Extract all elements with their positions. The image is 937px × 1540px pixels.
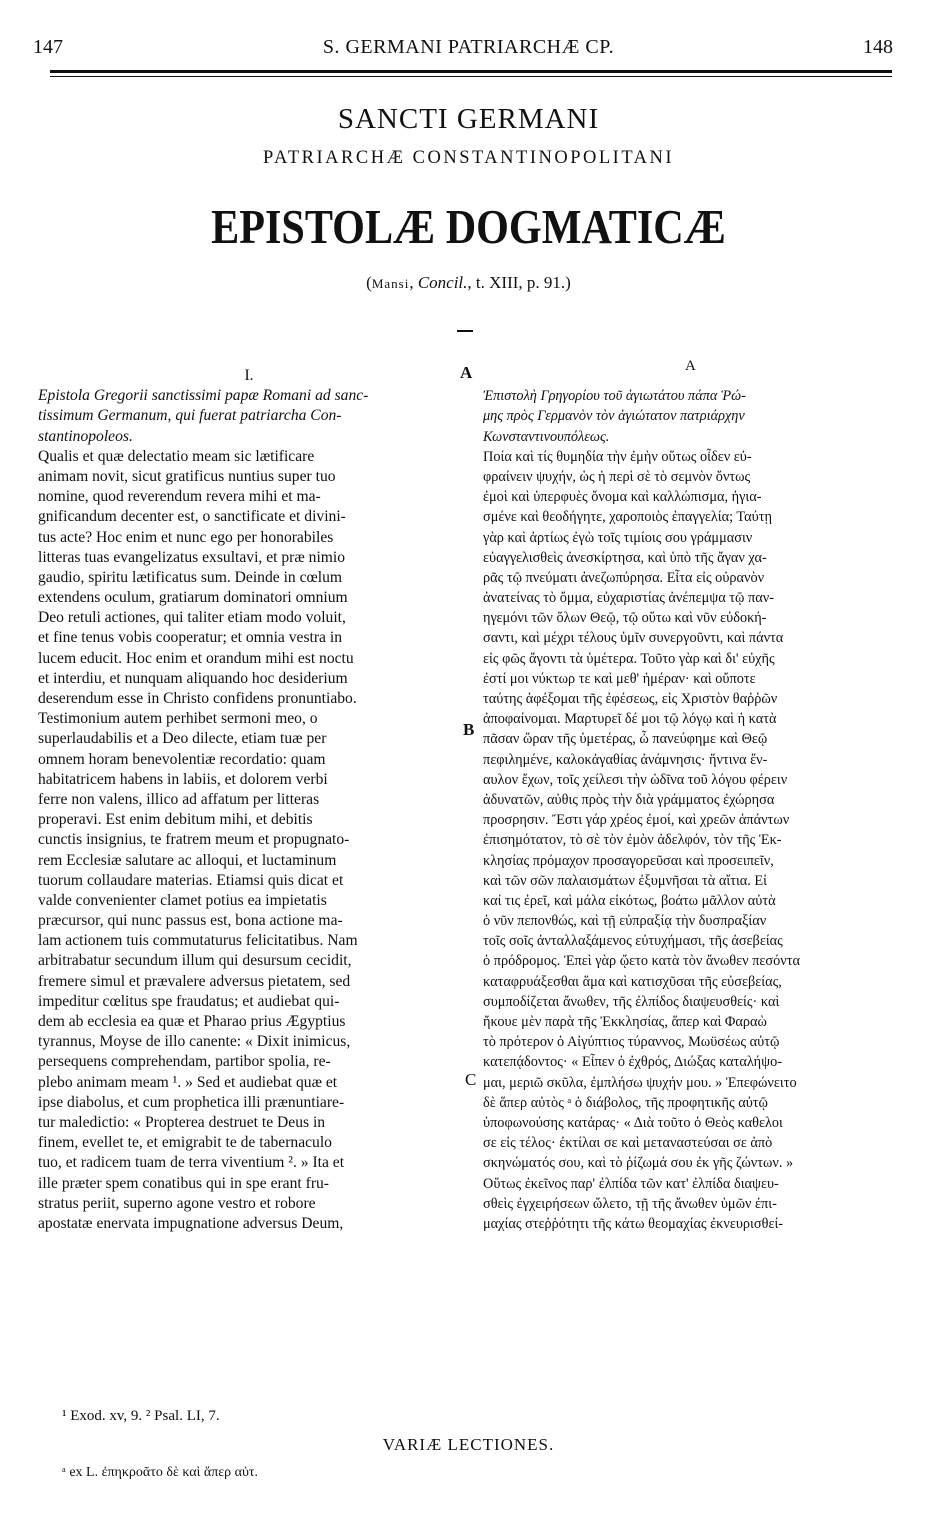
- greek-text-line: σαντι, καὶ μέχρι τέλους ὑμῖν συνεργοῦντι, καὶ πάντα: [483, 630, 784, 647]
- greek-text-line: δὲ ἅπερ αὐτὸς ᵃ ὁ διάβολος, τῆς προφητικῆς αὐτῷ: [483, 1094, 768, 1111]
- margin-letter-c: C: [465, 1070, 477, 1089]
- latin-text-line: habitatricem habens in labiis, et dolorem verbi: [38, 770, 328, 788]
- latin-text-line: tuorum collaudare materias. Etiamsi quis dicat et: [38, 871, 344, 889]
- variant-reading: ᵃ ex L. ἐπηκροᾶτο δὲ καὶ ἅπερ αὐτ.: [62, 1465, 259, 1480]
- latin-text-line: et fine tenus vobis cooperatur; et omnia vestra in: [38, 629, 342, 647]
- greek-text-line: ἐστί μοι νύκτωρ τε καὶ μεθ' ἡμέραν· καὶ οὔποτε: [483, 670, 756, 687]
- margin-letter-a-right: A: [685, 358, 696, 374]
- greek-text-line: ηγεμόνι τῶν ὅλων Θεῷ, τῷ οὕτω καὶ νῦν εὐδοκή-: [483, 610, 767, 627]
- margin-letter-b: B: [463, 720, 475, 739]
- greek-text-line: σε εἰς τέλος· ἐκτίλαι σε καὶ μεταναστεύσαι σε ἀπὸ: [483, 1135, 773, 1152]
- greek-text-line: ἀποφαίνομαι. Μαρτυρεῖ δέ μοι τῷ λόγῳ καὶ ἡ κατὰ: [483, 711, 777, 728]
- greek-text-line: Ἐπιστολὴ Γρηγορίου τοῦ ἁγιωτάτου πάπα Ῥώ-: [483, 388, 746, 405]
- greek-text-line: αυλον ἔχων, τοῖς χείλεσι τὴν ὠδῖνα τοῦ λόγου φέρειν: [483, 771, 788, 788]
- greek-text-line: καὶ τῶν σῶν παλαισμάτων ἐξυμνῆσαι τὰ αἴτια. Εἰ: [483, 872, 768, 889]
- latin-text-line: tuo, et radicem tuam de terra viventium ². » Ita et: [38, 1154, 345, 1172]
- header-rule-thick: [50, 70, 892, 73]
- greek-text-line: ἤκουε μὲν παρὰ τῆς Ἐκκλησίας, ἅπερ καὶ Φαραὼ: [483, 1014, 767, 1030]
- greek-text-line: καταφρυάξεσθαι ἅμα καὶ κατισχῦσαι τῆς εὐσεβείας,: [483, 973, 782, 990]
- source-work: Concil.: [417, 273, 468, 292]
- greek-text-line: φραίνειν ψυχήν, ὡς ἡ περὶ σὲ τὸ σεμνὸν ὄντως: [483, 468, 751, 485]
- latin-text-line: ferre non valens, illico ad affatum per litteras: [38, 790, 320, 808]
- latin-text-line: plebo animam meam ¹. » Sed et audiebat quæ et: [38, 1073, 338, 1091]
- latin-text-line: gnificandum decenter est, o sanctificate et divini-: [38, 508, 346, 526]
- source-author: Mansi: [371, 276, 410, 291]
- latin-text-line: valde convenienter clamet potius ea impietatis: [38, 891, 327, 909]
- greek-text-line: σκηνώματός σου, καὶ τὸ ῥίζωμά σου ἐκ γῆς ζώντων. »: [483, 1155, 794, 1172]
- latin-text-line: arbitrabatur secundum illum qui desursum cecidit,: [38, 952, 352, 970]
- latin-text-line: apostatæ enervata impugnatione adversus Deum,: [38, 1214, 344, 1232]
- greek-text-line: ρᾶς τῷ πνεύματι ἀνεζωπύρησα. Εἶτα εἰς οὐρανὸν: [483, 569, 765, 586]
- greek-text-line: ἀδυνατῶν, αὐθις πρὸς τὴν διὰ γράμματος ἐχώρησα: [483, 791, 775, 808]
- greek-column: [483, 366, 903, 1234]
- latin-text-line: extendens oculum, gratiarum dominatori omnium: [38, 589, 348, 607]
- greek-text-line: εὐαγγελισθεὶς ἀνεσκίρτησα, καὶ ὑπὸ τῆς ἄγαν χα-: [483, 549, 767, 566]
- greek-text-line: ταύτης ἀφέξομαι τῆς ἐφέσεως, εἰς Χριστὸν θαῤῥῶν: [483, 691, 778, 707]
- greek-text-line: σθεὶς ἐγχειρήσεων ὤλετο, τῇ τῆς ἄνωθεν ὑμῶν ἐπι-: [483, 1195, 777, 1212]
- greek-text-line: γὰρ καὶ ἀρτίως ἐγὼ τοῖς τιμίοις σου γράμμασιν: [483, 529, 753, 546]
- page-number-left: 147: [33, 36, 63, 58]
- latin-text-line: omnem horam benevolentiæ recordatio: quam: [38, 750, 326, 768]
- greek-text-line: ἐμοὶ καὶ ὑπερφυὲς ὄνομα καὶ καλλώπισμα, ἡγια-: [483, 489, 762, 506]
- greek-text-line: σμένε καὶ θεοδήγητε, χαροποιὸς ἐπαγγελία; Ταύτῃ: [483, 509, 772, 526]
- greek-text-line: συμποδίζεται ἄνωθεν, τῆς ἐλπίδος διαψευσθείς· καὶ: [483, 993, 780, 1010]
- latin-text-line: rem Ecclesiæ salutare ac alloqui, et luctaminum: [38, 851, 337, 869]
- greek-text-line: Οὕτως ἐκεῖνος παρ' ἐλπίδα τῶν κατ' ἐλπίδα διαψευ-: [483, 1175, 779, 1192]
- running-header: [0, 36, 937, 60]
- header-rule-thin: [50, 76, 892, 77]
- main-title: EPISTOLÆ DOGMATICÆ: [211, 199, 726, 254]
- greek-text-line: τὸ πρότερον ὁ Αἰγύπτιος τύραννος, Μωϋσέως αὐτῷ: [483, 1034, 780, 1051]
- greek-text-line: μαχίας στεῤῥότητι τῆς κάτω θεομαχίας ἐκνευρισθεί-: [483, 1215, 784, 1232]
- greek-text-line: ὁ νῦν πεπονθώς, καὶ τῇ εὐπραξίᾳ τὴν δυσπραξίαν: [483, 913, 767, 930]
- latin-text-line: tissimum Germanum, qui fuerat patriarcha Con-: [38, 407, 342, 425]
- greek-text-line: πεφιλημένε, καλοκἀγαθίας ἀνάμνησις· ἥντινα ἔν-: [483, 751, 768, 768]
- latin-text-line: gaudio, spiritu lætificatus sum. Deinde in cœlum: [38, 568, 343, 586]
- greek-text-line: κατεπᾴδοντος· « Εἶπεν ὁ ἐχθρός, Διώξας καταλήψο-: [483, 1054, 783, 1071]
- latin-text-line: ipse diabolus, et cum prophetica illi prænuntiare-: [38, 1093, 345, 1111]
- latin-text-line: Epistola Gregorii sanctissimi papæ Romani ad sanc-: [38, 387, 369, 405]
- latin-text-line: tus acte? Hoc enim et nunc ego per honorabiles: [38, 528, 334, 546]
- latin-text-line: cunctis insignius, te fratrem meum et propugnato-: [38, 831, 350, 849]
- latin-text-line: impeditur cœlitus spe fraudatus; et audiebat qui-: [38, 992, 340, 1010]
- page-number-right: 148: [863, 36, 893, 58]
- latin-text-line: stratus periit, superno agone vestro et robore: [38, 1194, 316, 1212]
- title-line-2: PATRIARCHÆ CONSTANTINOPOLITANI: [262, 148, 675, 168]
- latin-column: [38, 366, 460, 1234]
- latin-text-line: superlaudabilis et a Deo dilecte, etiam tuæ per: [38, 730, 327, 748]
- latin-text-line: Testimonium autem perhibet sermoni meo, o: [38, 710, 318, 728]
- greek-text-line: μαι, μεριῶ σκῦλα, ἐμπλήσω ψυχήν μου. » Ἐπεφώνειτο: [483, 1074, 797, 1091]
- latin-text-line: nomine, quod reverendum revera mihi et ma-: [38, 488, 321, 506]
- latin-text-line: Deo retuli actiones, qui taliter etiam modo voluit,: [38, 609, 346, 627]
- source-citation: (Mansi, Concil., t. XIII, p. 91.): [366, 273, 571, 292]
- greek-text-line: μης πρὸς Γερμανὸν τὸν ἁγιώτατον πατριάρχην: [483, 408, 745, 425]
- greek-text-line: τοῖς σοῖς ἀνταλλαξάμενος εὐτυχήμασι, τῆς ἀσεβείας: [483, 933, 783, 950]
- latin-text-line: Qualis et quæ delectatio meam sic lætificare: [38, 447, 315, 465]
- margin-letter-a-left: A: [460, 363, 473, 382]
- title-line-1: SANCTI GERMANI: [337, 103, 600, 135]
- greek-text-line: Κωνσταντινουπόλεως.: [483, 428, 610, 445]
- greek-text-line: εἰς φῶς ἄγοντι τὰ ὑμέτερα. Τοῦτο γὰρ καὶ δι' εὐχῆς: [483, 650, 775, 667]
- latin-text-line: persequens comprehendam, partibor spolia, re-: [38, 1053, 331, 1071]
- latin-text-line: ille præter spem conatibus qui in spe erant fru-: [38, 1174, 330, 1192]
- latin-text-line: stantinopoleos.: [38, 427, 133, 445]
- greek-text-line: κλησίας πρόμαχον προσαγορεῦσαι καὶ προσειπεῖν,: [483, 852, 774, 869]
- latin-text-line: tyrannus, Moyse de illo canente: « Dixit inimicus,: [38, 1033, 351, 1051]
- scripture-footnotes: ¹ Exod. xv, 9. ² Psal. LI, 7.: [62, 1408, 220, 1424]
- greek-text-line: ἀνατείνας τὸ ὄμμα, εὐχαριστίας ἀνέπεμψα τῷ παν-: [483, 590, 774, 607]
- latin-text-line: I.: [244, 367, 254, 384]
- latin-text-line: deserendum esse in Christo confidens pronuntiabo.: [38, 690, 357, 707]
- greek-text-line: προσρησιν. Ἔστι γάρ χρέος ἐμοί, καὶ χρεῶν ἁπάντων: [483, 812, 790, 829]
- greek-text-line: Ποία καὶ τίς θυμηδία τὴν ἐμὴν οὕτως οἶδεν εὐ-: [483, 448, 752, 465]
- greek-text-line: ἐπισημότατον, τὸ σὲ τὸν ἐμὸν ἀδελφόν, τὸν τῆς Ἐκ-: [483, 832, 782, 849]
- latin-text-line: tur maledictio: « Propterea destruet te Deus in: [38, 1113, 326, 1131]
- latin-text-line: dem ab ecclesia ea quæ et Pharao prius Ægyptius: [38, 1013, 346, 1030]
- latin-text-line: finem, evellet te, et emigrabit te de tabernaculo: [38, 1134, 332, 1152]
- latin-text-line: fremere simul et prævalere adversus pietatem, sed: [38, 972, 351, 990]
- variae-lectiones-heading: VARIÆ LECTIONES.: [382, 1435, 555, 1454]
- latin-text-line: litteras tuas evangelizatus exsultavi, et præ nimio: [38, 548, 346, 566]
- greek-text-line: ὑποφωνούσης κατάρας· « Διὰ τοῦτο ὁ Θεὸς καθελοι: [483, 1114, 783, 1131]
- latin-text-line: præcursor, qui nunc passus est, bona actione ma-: [38, 912, 343, 930]
- greek-text-line: πᾶσαν ὥραν τῆς ὑμετέρας, ὦ πανεύφημε καὶ Θεῷ: [483, 731, 768, 748]
- latin-text-line: properavi. Est enim debitum mihi, et debitis: [38, 811, 313, 829]
- latin-text-line: et interdiu, et nunquam aliquando hoc desiderium: [38, 669, 348, 687]
- latin-text-line: lucem educit. Hoc enim et orandum mihi est noctu: [38, 649, 354, 667]
- greek-text-line: καί τις ἐρεῖ, καὶ μάλα εἰκότως, βοάτω μᾶλλον αὐτὰ: [483, 892, 776, 909]
- latin-text-line: lam actionem tuis commutaturus felicitatibus. Nam: [38, 932, 358, 950]
- greek-text-line: ὁ πρόδρομος. Ἐπεὶ γὰρ ᾤετο κατὰ τὸν ἄνωθεν πεσόντα: [483, 953, 800, 970]
- latin-text-line: animam novit, sicut gratificus nuntius super tuo: [38, 467, 336, 485]
- running-title: S. GERMANI PATRIARCHÆ CP.: [322, 36, 615, 58]
- title-separator: [457, 330, 473, 332]
